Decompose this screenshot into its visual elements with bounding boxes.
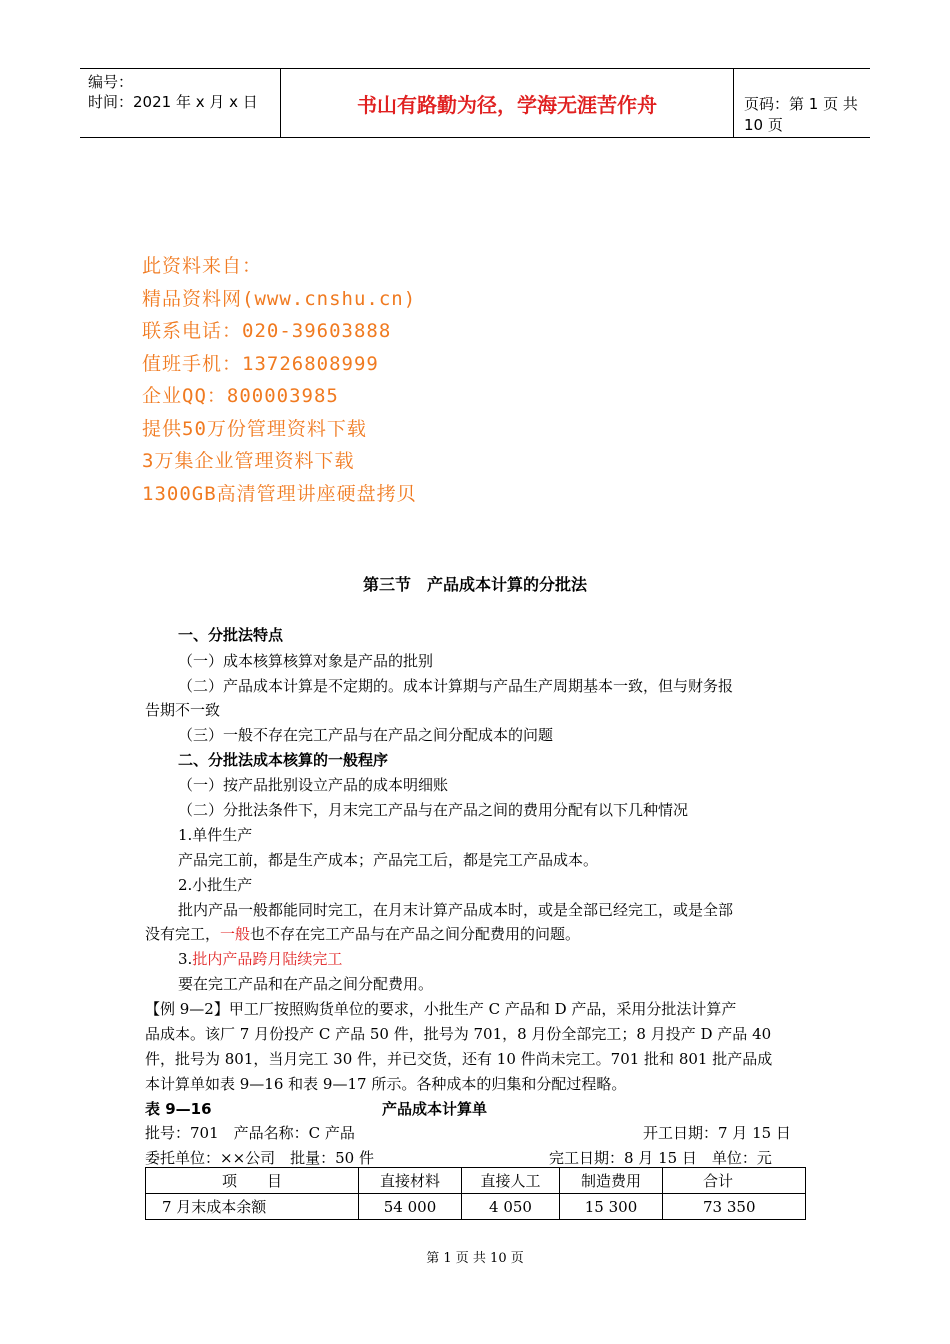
item-number: 3.	[178, 950, 193, 968]
promo-line: 此资料来自：	[142, 255, 263, 277]
start-date: 开工日期：7 月 15 日	[643, 1124, 791, 1142]
paragraph: （一）按产品批别设立产品的成本明细账	[178, 776, 449, 794]
page-footer: 第 1 页 共 10 页	[426, 1251, 524, 1266]
paragraph: 本计算单如表 9—16 和表 9—17 所示。各种成本的归集和分配过程略。	[145, 1075, 627, 1093]
section-heading: 一、分批法特点	[178, 626, 284, 644]
page-header	[80, 68, 870, 138]
column-header: 直接材料	[359, 1168, 462, 1194]
text-run: 也不存在完工产品与在产品之间分配费用的问题。	[250, 925, 581, 943]
finish-info: 完工日期：8 月 15 日 单位：元	[549, 1149, 772, 1167]
table-number: 表 9—16	[145, 1100, 212, 1118]
promo-line: 精品资料网(www.cnshu.cn)	[142, 287, 417, 310]
column-header: 项 目	[146, 1168, 359, 1194]
item-heading: 1.单件生产	[178, 826, 253, 844]
batch-info: 批号：701 产品名称：C 产品	[145, 1124, 355, 1142]
paragraph: 告期不一致	[145, 701, 221, 719]
paragraph: （二）产品成本计算是不定期的。成本计算期与产品生产周期基本一致，但与财务报	[178, 677, 734, 695]
promo-line: 1300GB高清管理讲座硬盘拷贝	[142, 482, 417, 505]
item-heading: 2.小批生产	[178, 876, 253, 894]
section-heading: 二、分批法成本核算的一般程序	[178, 751, 389, 769]
column-header: 直接人工	[462, 1168, 560, 1194]
column-header: 制造费用	[560, 1168, 663, 1194]
number-label: 编号：	[88, 73, 134, 91]
promo-line: 联系电话：020-39603888	[142, 320, 392, 342]
paragraph: 产品完工前，都是生产成本；产品完工后，都是完工产品成本。	[178, 851, 599, 869]
item-heading	[178, 948, 342, 969]
paragraph: （三）一般不存在完工产品与在产品之间分配成本的问题	[178, 726, 554, 744]
paragraph: 批内产品一般都能同时完工，在月末计算产品成本时，或是全部已经完工，或是全部	[178, 901, 734, 919]
client-info: 委托单位：××公司 批量：50 件	[145, 1149, 374, 1167]
promo-line: 企业QQ：800003985	[142, 385, 339, 407]
header-page-label: 页码：第 1 页 共 10 页	[744, 95, 858, 134]
table-row	[146, 1194, 806, 1220]
section-title: 第三节 产品成本计算的分批法	[362, 575, 587, 594]
promo-line: 值班手机：13726808999	[142, 352, 379, 375]
paragraph: （一）成本核算核算对象是产品的批别	[178, 652, 434, 670]
header-motto: 书山有路勤为径，学海无涯苦作舟	[281, 69, 734, 137]
paragraph: 【例 9—2】甲工厂按照购货单位的要求，小批生产 C 产品和 D 产品，采用分批法计算产	[145, 1000, 737, 1018]
table-cell: 15 300	[560, 1194, 663, 1220]
paragraph: 件，批号为 801，当月完工 30 件，并已交货，还有 10 件尚未完工。701 批和 801 批产品成	[145, 1050, 773, 1068]
paragraph: 要在完工产品和在产品之间分配费用。	[178, 975, 434, 993]
table-header-row	[146, 1168, 806, 1194]
table-cell: 54 000	[359, 1194, 462, 1220]
paragraph	[145, 923, 580, 944]
paragraph: （二）分批法条件下，月末完工产品与在产品之间的费用分配有以下几种情况	[178, 801, 689, 819]
promo-block	[142, 250, 417, 510]
text-run: 没有完工，	[145, 925, 221, 943]
promo-line: 提供50万份管理资料下载	[142, 417, 367, 440]
column-header: 合计	[663, 1168, 806, 1194]
table-cell: 73 350	[663, 1194, 806, 1220]
paragraph: 品成本。该厂 7 月份投产 C 产品 50 件，批号为 701，8 月份全部完工；8 月投产 D 产品 40	[145, 1025, 772, 1043]
highlight-text: 批内产品跨月陆续完工	[192, 950, 343, 968]
table-cell: 4 050	[462, 1194, 560, 1220]
time-label: 时间：2021 年 x 月 x 日	[88, 93, 258, 111]
table-cell: 7 月末成本余额	[146, 1194, 359, 1220]
promo-line: 3万集企业管理资料下载	[142, 450, 355, 472]
header-meta-cell	[80, 69, 281, 137]
highlight-text: 一般	[220, 925, 251, 943]
table-title: 产品成本计算单	[382, 1100, 488, 1118]
cost-table	[145, 1167, 806, 1220]
